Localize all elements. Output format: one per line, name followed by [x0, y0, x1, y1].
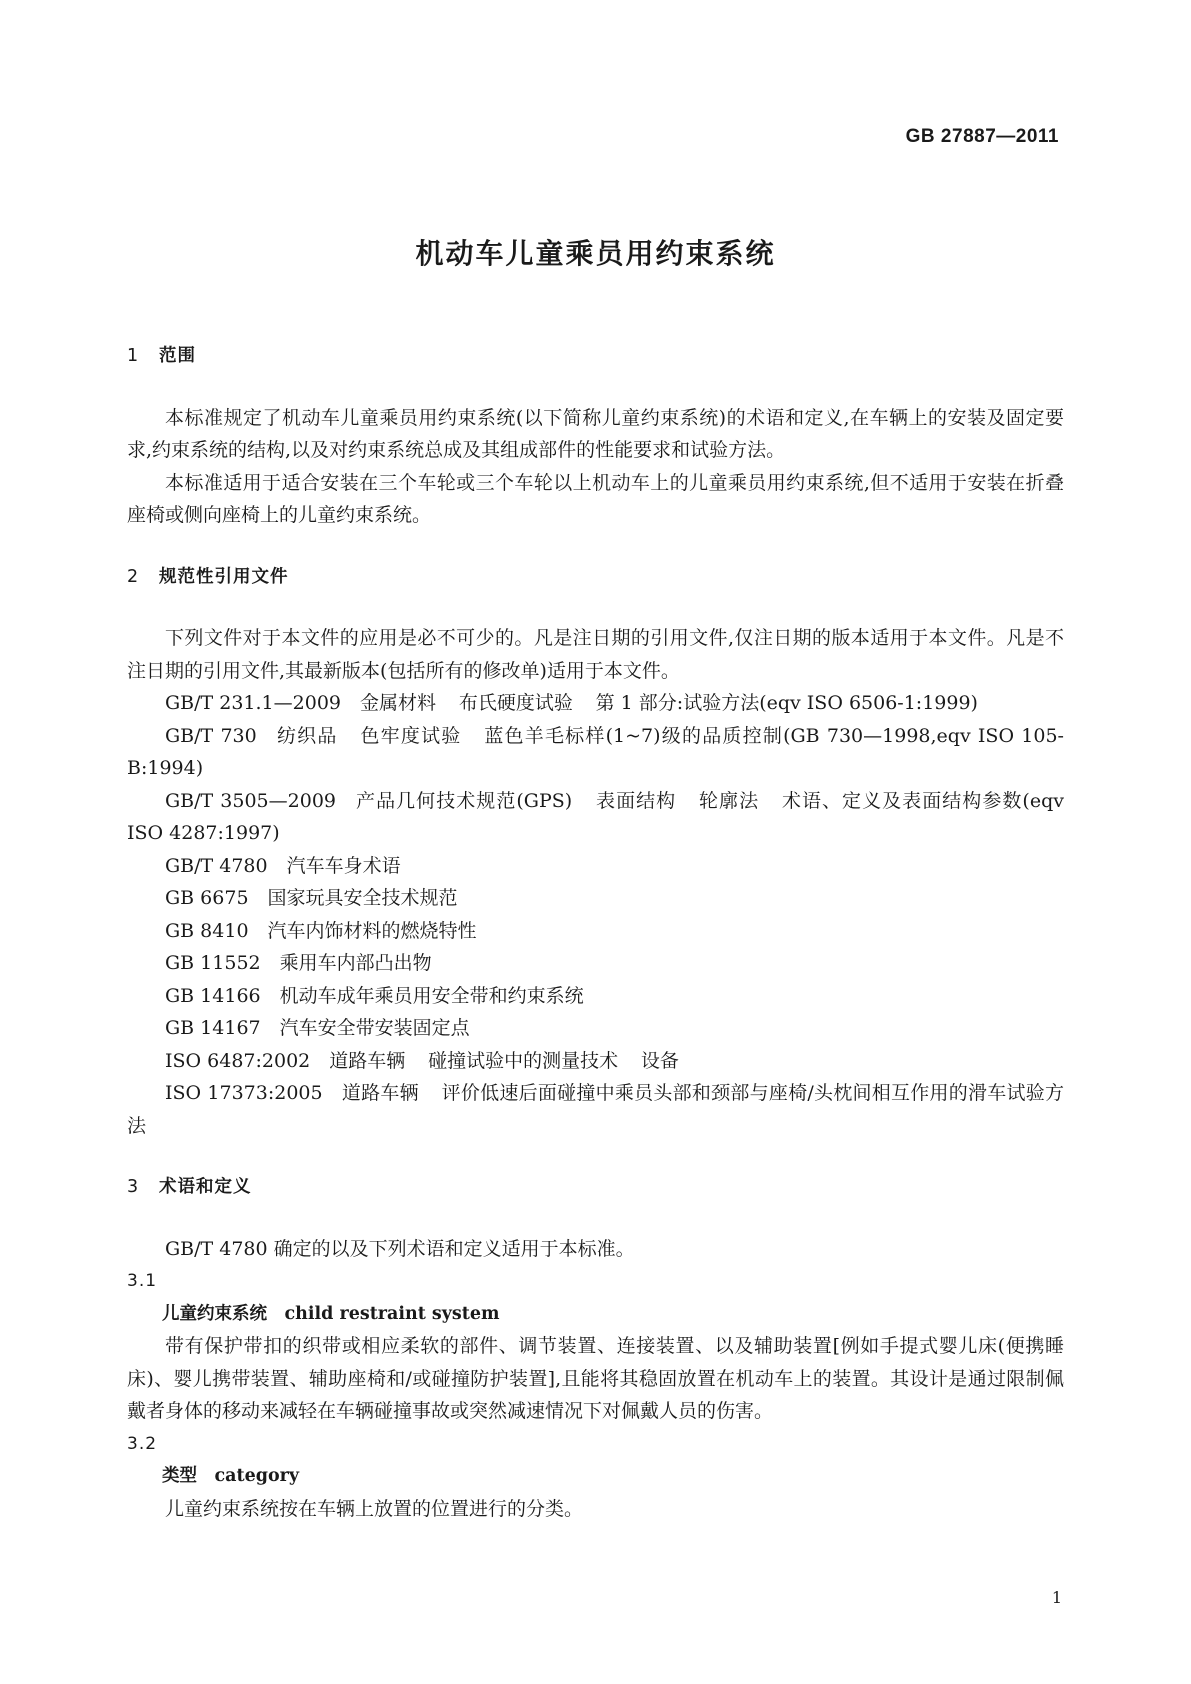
term-zh: 儿童约束系统 — [162, 1303, 267, 1324]
reference-code: GB/T 4780 — [165, 854, 268, 877]
reference-title-part: 表面结构 — [595, 789, 677, 812]
section-3-heading — [127, 1171, 1064, 1204]
section-2-heading — [127, 561, 1064, 594]
term-number: 3.1 — [127, 1271, 158, 1291]
reference-code: GB 6675 — [165, 887, 249, 909]
reference-code: GB 8410 — [165, 919, 249, 942]
reference-title-part: 评价低速后面碰撞中乘员头部和颈部与座椅/头枕间相互作用的滑车试验方法 — [127, 1082, 1064, 1137]
paragraph: 本标准规定了机动车儿童乘员用约束系统(以下简称儿童约束系统)的术语和定义,在车辆上的安装及固定要求,约束系统的结构,以及对约束系统总成及其组成部件的性能要求和试验方法。 — [127, 406, 1064, 461]
paragraph: GB/T 4780 确定的以及下列术语和定义适用于本标准。 — [165, 1237, 635, 1260]
reference-item — [127, 980, 1064, 1013]
reference-title-part: 汽车安全带安装固定点 — [279, 1017, 470, 1039]
reference-item — [127, 720, 1064, 785]
reference-title-part: 机动车成年乘员用安全带和约束系统 — [279, 984, 584, 1007]
reference-title-part: 设备 — [640, 1049, 679, 1072]
reference-code: GB 14167 — [165, 1017, 261, 1039]
section-number: 3 — [127, 1177, 140, 1197]
page-number: 1 — [1051, 1588, 1062, 1607]
reference-list — [127, 687, 1064, 1142]
reference-item — [127, 947, 1064, 980]
reference-title-part: 金属材料 — [360, 692, 437, 714]
term-definition: 儿童约束系统按在车辆上放置的位置进行的分类。 — [165, 1497, 584, 1520]
reference-code: GB/T 730 — [165, 724, 257, 747]
reference-item — [127, 687, 1064, 720]
reference-code: GB 14166 — [165, 984, 261, 1007]
term-heading — [162, 1460, 1064, 1493]
term-zh: 类型 — [162, 1466, 197, 1486]
reference-code: ISO 6487:2002 — [165, 1049, 311, 1072]
term-en: child restraint system — [284, 1303, 500, 1324]
section-title: 规范性引用文件 — [159, 566, 289, 587]
section-title: 术语和定义 — [159, 1177, 252, 1197]
reference-item — [127, 1077, 1064, 1142]
reference-item — [127, 785, 1064, 850]
reference-item — [127, 850, 1064, 883]
reference-item — [127, 1012, 1064, 1045]
document-title: 机动车儿童乘员用约束系统 — [415, 237, 776, 270]
term-number: 3.2 — [127, 1433, 158, 1454]
reference-title-part: 道路车辆 — [341, 1082, 419, 1104]
section-1-heading — [127, 340, 1064, 373]
reference-title-part: 轮廓法 — [699, 789, 760, 812]
term-heading — [162, 1298, 1064, 1331]
reference-title-part: 产品几何技术规范(GPS) — [355, 789, 573, 812]
document-body — [127, 340, 1064, 1525]
section-title: 范围 — [159, 346, 196, 366]
reference-title-part: 布氏硬度试验 — [458, 692, 573, 714]
reference-title-part: 道路车辆 — [329, 1049, 406, 1072]
reference-code: ISO 17373:2005 — [165, 1082, 323, 1104]
term-definition: 带有保护带扣的织带或相应柔软的部件、调节装置、连接装置、以及辅助装置[例如手提式婴儿床(便携睡床)、婴儿携带装置、辅助座椅和/或碰撞防护装置],且能将其稳固放置在机动车上的装置。其设计是通过限制佩戴者身体的移动来减轻在车辆碰撞事故或突然减速情况下对佩戴人员的伤害。 — [127, 1335, 1064, 1422]
reference-title-part: 色牢度试验 — [360, 724, 462, 747]
paragraph: 本标准适用于适合安装在三个车轮或三个车轮以上机动车上的儿童乘员用约束系统,但不适用于安装在折叠座椅或侧向座椅上的儿童约束系统。 — [127, 471, 1064, 526]
section-number: 2 — [127, 566, 140, 587]
reference-title-part: 蓝色羊毛标样(1~7)级的品质控制(GB 730—1998,eqv ISO 105-B:1994) — [127, 724, 1064, 779]
reference-title-part: 碰撞试验中的测量技术 — [428, 1049, 619, 1072]
reference-code: GB/T 3505—2009 — [165, 789, 337, 812]
reference-item — [127, 882, 1064, 915]
reference-title-part: 术语、定义及表面结构参数(eqv ISO 4287:1997) — [127, 789, 1064, 844]
reference-item — [127, 915, 1064, 948]
reference-title-part: 纺织品 — [275, 724, 338, 747]
reference-item — [127, 1045, 1064, 1078]
section-number: 1 — [127, 346, 140, 366]
reference-title-part: 国家玩具安全技术规范 — [267, 887, 458, 909]
reference-title-part: 汽车车身术语 — [286, 854, 401, 877]
term-en: category — [214, 1466, 300, 1486]
standard-code: GB 27887—2011 — [905, 126, 1059, 147]
reference-title-part: 汽车内饰材料的燃烧特性 — [267, 919, 477, 942]
reference-title-part: 第 1 部分:试验方法(eqv ISO 6506-1:1999) — [595, 692, 978, 714]
reference-code: GB 11552 — [165, 952, 261, 974]
reference-code: GB/T 231.1—2009 — [165, 692, 342, 714]
reference-title-part: 乘用车内部凸出物 — [279, 952, 432, 974]
paragraph: 下列文件对于本文件的应用是必不可少的。凡是注日期的引用文件,仅注日期的版本适用于本文件。凡是不注日期的引用文件,其最新版本(包括所有的修改单)适用于本文件。 — [127, 627, 1064, 682]
